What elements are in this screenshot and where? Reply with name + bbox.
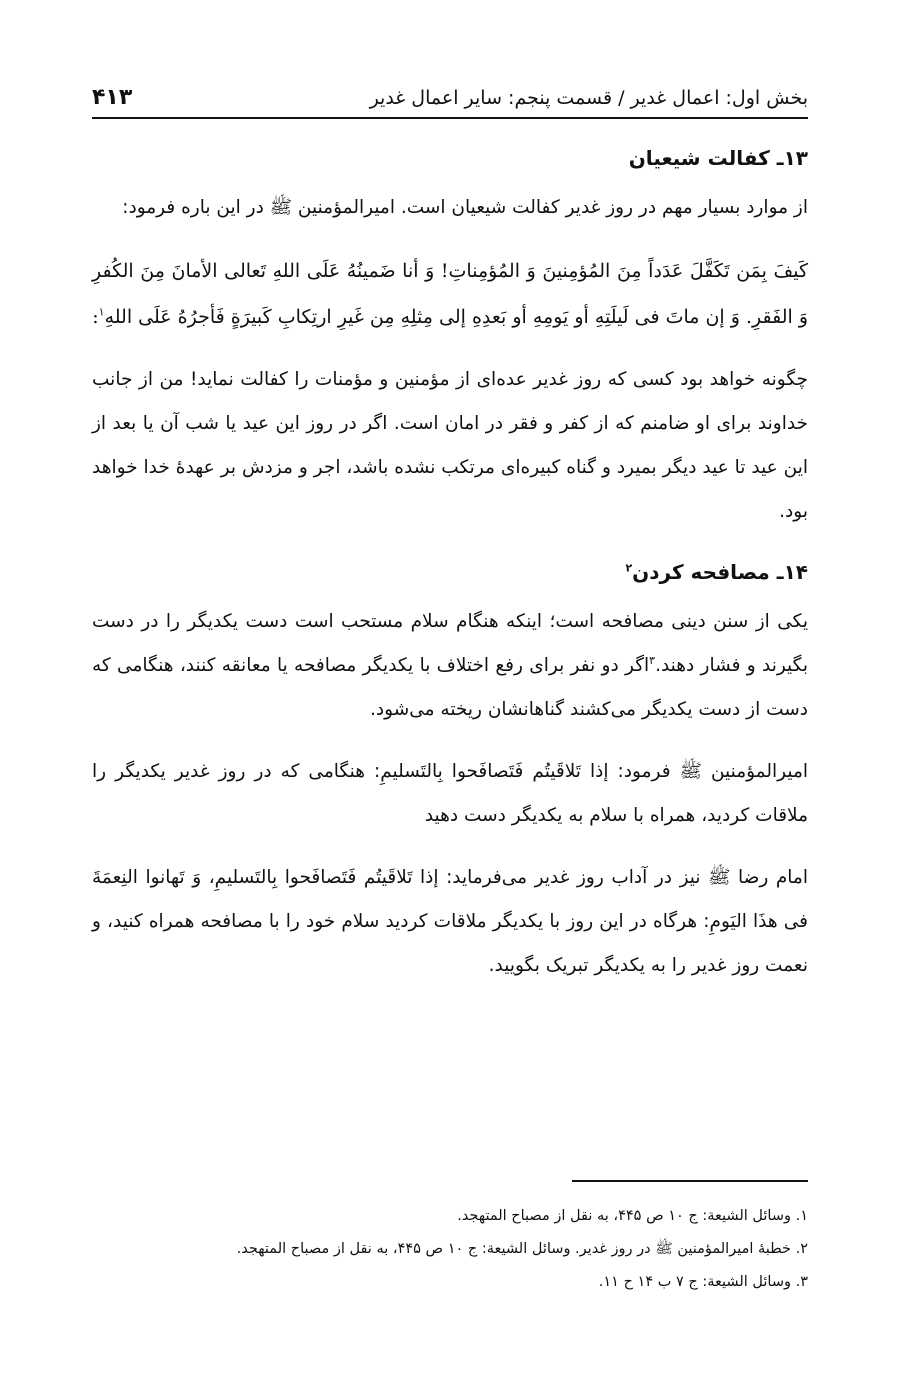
section-14-heading-text: ۱۴ـ مصافحه کردن <box>632 560 808 584</box>
footnote-ref-3[interactable]: ۳ <box>649 653 656 667</box>
page-content <box>92 138 808 988</box>
section-14-paragraph-1 <box>92 600 808 732</box>
arabic-hadith-colon: : <box>92 306 99 328</box>
arabic-hadith-text: کَیفَ بِمَن تَکَفَّلَ عَدَداً مِنَ المُؤمِنینَ وَ المُؤمِناتِ! وَ أنا ضَمینُهُ عَلَی اللهِ تَعالی الأمانَ مِنَ الکُفرِ وَ الفَقرِ. وَ إن ماتَ فی لَیلَتِهِ أو یَومِهِ أو بَعدِهِ إلی مِثلِهِ مِن غَیرِ ارتِکابِ کَبیرَةٍ فَأجرُهُ عَلَی اللهِ <box>92 260 808 328</box>
footnote-ref-2[interactable]: ۲ <box>625 561 633 575</box>
section-13-heading: ۱۳ـ کفالت شیعیان <box>628 146 808 170</box>
section-13-arabic-hadith <box>92 248 808 340</box>
footnote-3: ۳. وسائل الشیعة: ج ۷ ب ۱۴ ح ۱۱. <box>598 1274 808 1290</box>
section-14-heading <box>92 552 808 592</box>
running-header-title: بخش اول: اعمال غدیر / قسمت پنجم: سایر اعمال غدیر <box>369 87 808 109</box>
page-number: ۴۱۳ <box>92 85 133 110</box>
paragraph-1-text-b: اگر دو نفر برای رفع اختلاف با یکدیگر مصافحه یا معانقه کنند، هنگامی که دست از دست یکدیگر می‌کشند گناهانشان ریخته می‌شود. <box>92 655 808 720</box>
section-13-intro: از موارد بسیار مهم در روز غدیر کفالت شیعیان است. امیرالمؤمنین ﷺ در این باره فرمود: <box>122 197 808 218</box>
header-divider <box>92 117 808 119</box>
footnote-2: ۲. خطبهٔ امیرالمؤمنین ﷺ در روز غدیر. وسائل الشیعة: ج ۱۰ ص ۴۴۵، به نقل از مصباح المتهجد. <box>236 1241 808 1257</box>
footnotes <box>92 1200 808 1299</box>
section-14-paragraph-3: امام رضا ﷺ نیز در آداب روز غدیر می‌فرماید: إذا تَلاقَیتُم فَتَصافَحوا بِالتَسلیمِ، وَ تَهانوا النِعمَةَ فی هذَا الیَومِ: هرگاه در این روز با یکدیگر ملاقات کردید سلام خود را با مصافحه همراه کنید، و نعمت روز غدیر را به یکدیگر تبریک بگویید. <box>92 867 808 976</box>
footnote-ref-1[interactable]: ۱ <box>98 305 105 319</box>
footnote-divider <box>572 1180 808 1182</box>
section-14-paragraph-2: امیرالمؤمنین ﷺ فرمود: إذا تَلاقَیتُم فَتَصافَحوا بِالتَسلیمِ: هنگامی که در روز غدیر یکدیگر را ملاقات کردید، همراه با سلام به یکدیگر دست دهید <box>92 761 808 826</box>
paragraph-1-text-a: یکی از سنن دینی مصافحه است؛ اینکه هنگام سلام مستحب است دست یکدیگر را در دست بگیرند و فشار دهند. <box>92 611 808 676</box>
book-page <box>92 0 808 1390</box>
section-13-translation: چگونه خواهد بود کسی که روز غدیر عده‌ای از مؤمنین و مؤمنات را کفالت نماید! من از جانب خداوند برای او ضامنم که از کفر و فقر در امان است. اگر در روز این عید یا شب آن یا بعد از این عید تا عید دیگر بمیرد و گناه کبیره‌ای مرتکب نشده باشد، اجر و مزدش بر عهدهٔ خدا خواهد بود. <box>92 369 808 522</box>
footnote-1: ۱. وسائل الشیعة: ج ۱۰ ص ۴۴۵، به نقل از مصباح المتهجد. <box>457 1208 808 1224</box>
running-header <box>92 72 808 112</box>
